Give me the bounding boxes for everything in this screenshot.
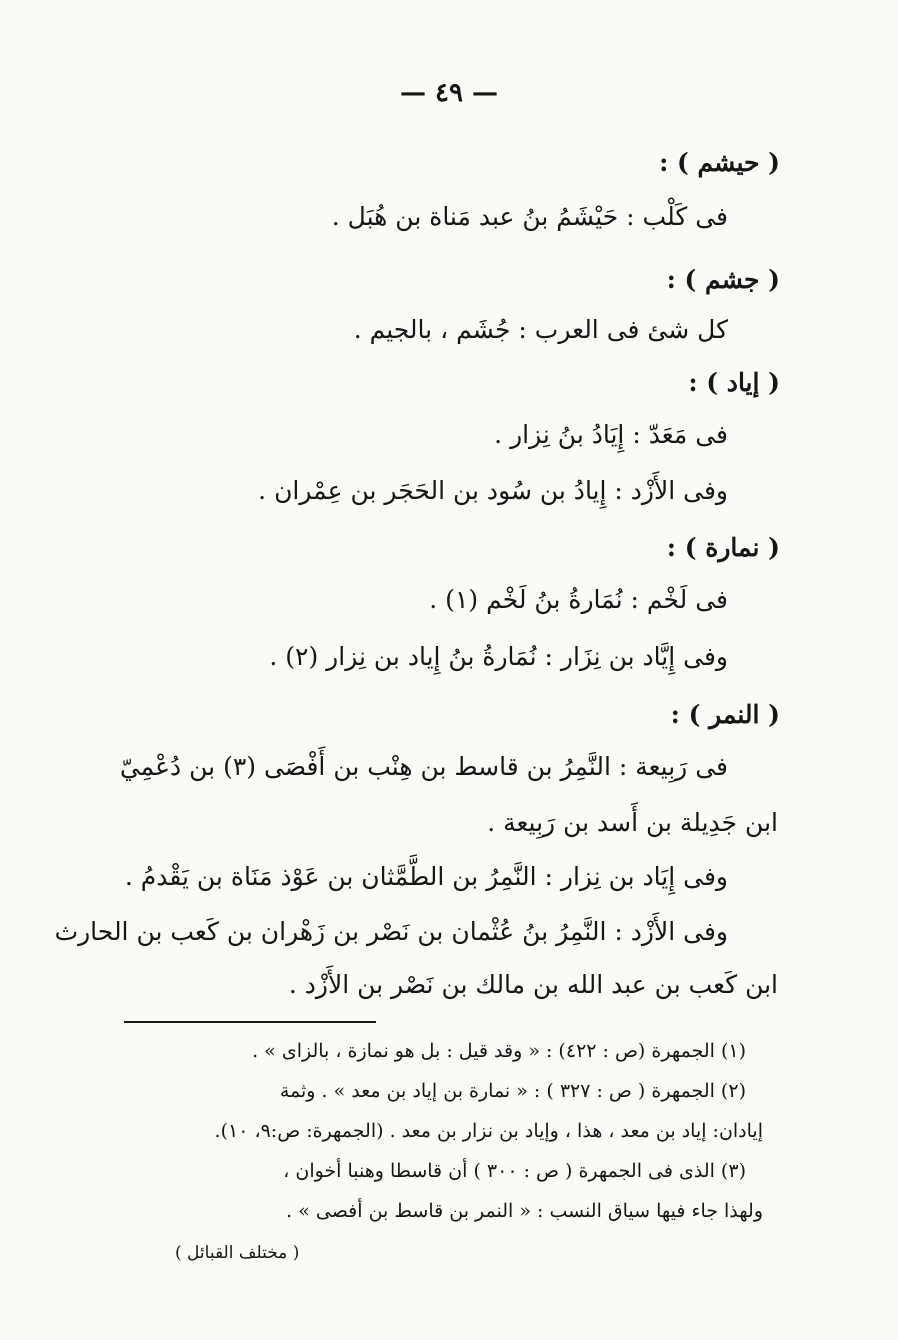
entry-line: فى لَخْم : نُمَارةُ بنُ لَخْم (١) . — [429, 585, 728, 614]
entry-line: وفى الأَزْد : إِيادُ بن سُود بن الحَجَر بن عِمْران . — [258, 476, 728, 505]
page-number: — ٤٩ — — [399, 78, 499, 108]
entry-line: وفى إِيَاد بن نِزار : النَّمِرُ بن الطَّمَّثان بن عَوْذ مَنَاة بن يَقْدمُ . — [124, 862, 728, 891]
footnote-divider — [124, 1021, 376, 1023]
entry-heading: ( إياد ) : — [688, 368, 780, 397]
entry-line: ابن كَعب بن عبد الله بن مالك بن نَصْر بن الأَزْد . — [288, 970, 778, 999]
entry-heading: ( جشم ) : — [666, 265, 780, 294]
footnote-line: (١) الجمهرة (ص : ٤٢٢) : « وقد قيل : بل هو نمازة ، بالزاى » . — [252, 1040, 746, 1062]
entry-heading: ( حيشم ) : — [659, 148, 780, 177]
entry-line: ابن جَدِيلة بن أَسد بن رَبِيعة . — [487, 808, 778, 837]
entry-line: وفى إِيَّاد بن نِزَار : نُمَارةُ بنُ إِياد بن نِزار (٢) . — [269, 642, 728, 671]
footnote-line: إيادان: إياد بن معد ، هذا ، وإياد بن نزار بن معد . (الجمهرة: ص:٩، ١٠). — [214, 1120, 763, 1142]
entry-line: فى مَعَدّ : إِيَادُ بنُ نِزار . — [494, 420, 728, 449]
footnote-line: ولهذا جاء فيها سياق النسب : « النمر بن قاسط بن أفصى » . — [286, 1200, 763, 1222]
entry-line: وفى الأَزْد : النَّمِرُ بنُ عُثْمان بن نَصْر بن زَهْران بن كَعب بن الحارث — [54, 917, 728, 946]
page-signature: ( مختلف القبائل ) — [175, 1243, 300, 1263]
entry-line: فى كَلْب : حَيْشَمُ بنُ عبد مَناة بن هُبَل . — [331, 202, 728, 231]
footnote-line: (٢) الجمهرة ( ص : ٣٢٧ ) : « نمارة بن إياد بن معد » . وثمة — [279, 1080, 746, 1102]
entry-heading: ( النمر ) : — [670, 700, 780, 729]
footnote-line: (٣) الذى فى الجمهرة ( ص : ٣٠٠ ) أن قاسطا وهنبا أخوان ، — [283, 1160, 746, 1182]
entry-heading: ( نمارة ) : — [666, 533, 780, 562]
entry-line: كل شئ فى العرب : جُشَم ، بالجيم . — [353, 315, 728, 344]
entry-line: فى رَبِيعة : النَّمِرُ بن قاسط بن هِنْب بن أَفْصَى (٣) بن دُعْمِيّ — [119, 752, 728, 781]
